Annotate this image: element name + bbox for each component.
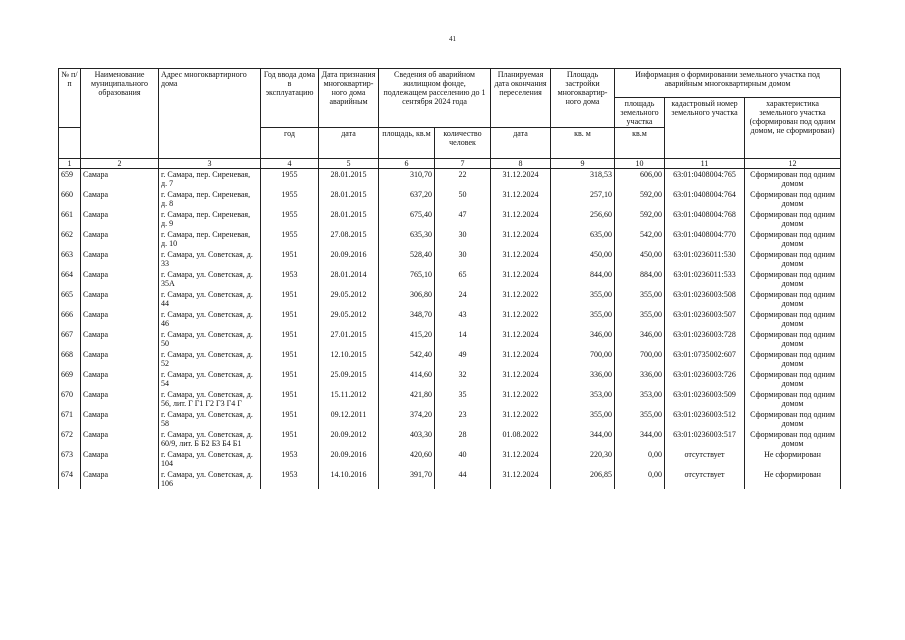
row-land-area: 353,00 bbox=[615, 389, 665, 409]
row-municipality: Самара bbox=[81, 309, 159, 329]
row-municipality: Самара bbox=[81, 249, 159, 269]
header-cadastral: кадастровый номер земельного участка bbox=[665, 98, 745, 159]
row-num: 666 bbox=[59, 309, 81, 329]
table-row bbox=[59, 189, 841, 209]
row-date-emergency: 28.01.2014 bbox=[319, 269, 379, 289]
row-planned-date: 31.12.2024 bbox=[491, 169, 551, 190]
row-land-char: Не сформирован bbox=[745, 449, 841, 469]
row-people: 47 bbox=[435, 209, 491, 229]
row-num: 669 bbox=[59, 369, 81, 389]
row-planned-date: 31.12.2024 bbox=[491, 369, 551, 389]
header-municipality: Наименование муниципального образования bbox=[81, 69, 159, 159]
row-year: 1951 bbox=[261, 349, 319, 369]
row-date-emergency: 29.05.2012 bbox=[319, 289, 379, 309]
row-num: 659 bbox=[59, 169, 81, 190]
row-address: г. Самара, пер. Сиреневая, д. 8 bbox=[159, 189, 261, 209]
row-planned-date: 31.12.2024 bbox=[491, 189, 551, 209]
row-built-area: 844,00 bbox=[551, 269, 615, 289]
row-land-char: Сформирован под одним домом bbox=[745, 329, 841, 349]
row-address: г. Самара, пер. Сиреневая, д. 10 bbox=[159, 229, 261, 249]
colnum: 10 bbox=[615, 159, 665, 169]
row-people: 24 bbox=[435, 289, 491, 309]
row-cadastral: 63:01:0408004:765 bbox=[665, 169, 745, 190]
row-area: 421,80 bbox=[379, 389, 435, 409]
row-address: г. Самара, ул. Советская, д. 58 bbox=[159, 409, 261, 429]
row-year: 1951 bbox=[261, 309, 319, 329]
emergency-housing-table bbox=[58, 68, 841, 489]
row-year: 1953 bbox=[261, 469, 319, 489]
row-planned-date: 31.12.2022 bbox=[491, 289, 551, 309]
row-address: г. Самара, ул. Советская, д. 35А bbox=[159, 269, 261, 289]
table-row bbox=[59, 429, 841, 449]
row-people: 40 bbox=[435, 449, 491, 469]
row-land-char: Сформирован под одним домом bbox=[745, 349, 841, 369]
row-people: 50 bbox=[435, 189, 491, 209]
row-built-area: 318,53 bbox=[551, 169, 615, 190]
row-num: 670 bbox=[59, 389, 81, 409]
header-date-emergency: Дата признания многоквартир-ного дома аварийным bbox=[319, 69, 379, 128]
row-built-area: 344,00 bbox=[551, 429, 615, 449]
header-planned-date: Планируемая дата окончания переселения bbox=[491, 69, 551, 128]
row-people: 44 bbox=[435, 469, 491, 489]
row-date-emergency: 28.01.2015 bbox=[319, 189, 379, 209]
row-date-emergency: 28.01.2015 bbox=[319, 169, 379, 190]
row-land-area: 884,00 bbox=[615, 269, 665, 289]
table-row bbox=[59, 269, 841, 289]
header-land-char: характеристика земельного участка (сформирован под одним домом, не сформирован) bbox=[745, 98, 841, 159]
row-num: 672 bbox=[59, 429, 81, 449]
row-people: 43 bbox=[435, 309, 491, 329]
row-land-char: Не сформирован bbox=[745, 469, 841, 489]
colnum: 7 bbox=[435, 159, 491, 169]
row-address: г. Самара, ул. Советская, д. 50 bbox=[159, 329, 261, 349]
colnum: 8 bbox=[491, 159, 551, 169]
row-built-area: 336,00 bbox=[551, 369, 615, 389]
row-municipality: Самара bbox=[81, 209, 159, 229]
row-built-area: 353,00 bbox=[551, 389, 615, 409]
header-year: Год ввода дома в эксплуатацию bbox=[261, 69, 319, 128]
row-planned-date: 31.12.2022 bbox=[491, 389, 551, 409]
row-address: г. Самара, ул. Советская, д. 104 bbox=[159, 449, 261, 469]
row-planned-date: 31.12.2024 bbox=[491, 249, 551, 269]
row-built-area: 450,00 bbox=[551, 249, 615, 269]
row-num: 674 bbox=[59, 469, 81, 489]
row-municipality: Самара bbox=[81, 289, 159, 309]
row-cadastral: 63:01:0236003:517 bbox=[665, 429, 745, 449]
table-row bbox=[59, 249, 841, 269]
table-row bbox=[59, 309, 841, 329]
row-date-emergency: 14.10.2016 bbox=[319, 469, 379, 489]
unit-date: дата bbox=[319, 128, 379, 159]
row-planned-date: 31.12.2024 bbox=[491, 329, 551, 349]
row-address: г. Самара, ул. Советская, д. 106 bbox=[159, 469, 261, 489]
row-planned-date: 31.12.2024 bbox=[491, 469, 551, 489]
row-land-area: 0,00 bbox=[615, 469, 665, 489]
row-year: 1951 bbox=[261, 389, 319, 409]
row-land-area: 592,00 bbox=[615, 209, 665, 229]
row-cadastral: 63:01:0236011:530 bbox=[665, 249, 745, 269]
row-built-area: 346,00 bbox=[551, 329, 615, 349]
row-municipality: Самара bbox=[81, 169, 159, 190]
row-year: 1955 bbox=[261, 209, 319, 229]
row-people: 28 bbox=[435, 429, 491, 449]
row-area: 348,70 bbox=[379, 309, 435, 329]
colnum: 4 bbox=[261, 159, 319, 169]
row-area: 403,30 bbox=[379, 429, 435, 449]
row-municipality: Самара bbox=[81, 449, 159, 469]
unit-built-area: кв. м bbox=[551, 128, 615, 159]
colnum: 2 bbox=[81, 159, 159, 169]
unit-land-area: кв.м bbox=[615, 128, 665, 159]
table-row bbox=[59, 229, 841, 249]
row-municipality: Самара bbox=[81, 409, 159, 429]
table-row bbox=[59, 289, 841, 309]
unit-people: количество человек bbox=[435, 128, 491, 159]
row-built-area: 256,60 bbox=[551, 209, 615, 229]
row-address: г. Самара, пер. Сиреневая, д. 9 bbox=[159, 209, 261, 229]
row-cadastral: 63:01:0236003:726 bbox=[665, 369, 745, 389]
row-address: г. Самара, ул. Советская, д. 46 bbox=[159, 309, 261, 329]
colnum: 11 bbox=[665, 159, 745, 169]
row-year: 1953 bbox=[261, 269, 319, 289]
row-year: 1953 bbox=[261, 449, 319, 469]
row-land-char: Сформирован под одним домом bbox=[745, 249, 841, 269]
row-date-emergency: 20.09.2016 bbox=[319, 449, 379, 469]
row-area: 306,80 bbox=[379, 289, 435, 309]
row-num: 661 bbox=[59, 209, 81, 229]
row-num: 673 bbox=[59, 449, 81, 469]
row-num: 667 bbox=[59, 329, 81, 349]
header-address: Адрес многоквартирного дома bbox=[159, 69, 261, 159]
row-cadastral: 63:01:0408004:768 bbox=[665, 209, 745, 229]
row-cadastral: 63:01:0408004:764 bbox=[665, 189, 745, 209]
row-num: 668 bbox=[59, 349, 81, 369]
row-planned-date: 31.12.2024 bbox=[491, 269, 551, 289]
unit-area: площадь, кв.м bbox=[379, 128, 435, 159]
row-area: 310,70 bbox=[379, 169, 435, 190]
row-date-emergency: 20.09.2016 bbox=[319, 249, 379, 269]
row-num: 671 bbox=[59, 409, 81, 429]
row-area: 391,70 bbox=[379, 469, 435, 489]
row-land-area: 336,00 bbox=[615, 369, 665, 389]
row-people: 35 bbox=[435, 389, 491, 409]
row-cadastral: 63:01:0408004:770 bbox=[665, 229, 745, 249]
colnum: 1 bbox=[59, 159, 81, 169]
row-land-area: 606,00 bbox=[615, 169, 665, 190]
row-land-area: 344,00 bbox=[615, 429, 665, 449]
row-date-emergency: 12.10.2015 bbox=[319, 349, 379, 369]
row-address: г. Самара, ул. Советская, д. 33 bbox=[159, 249, 261, 269]
row-land-area: 355,00 bbox=[615, 289, 665, 309]
row-cadastral: отсутствует bbox=[665, 449, 745, 469]
header-built-area: Площадь застройки многоквартир-ного дома bbox=[551, 69, 615, 128]
row-built-area: 220,30 bbox=[551, 449, 615, 469]
table-row bbox=[59, 209, 841, 229]
row-date-emergency: 28.01.2015 bbox=[319, 209, 379, 229]
row-area: 635,30 bbox=[379, 229, 435, 249]
row-address: г. Самара, ул. Советская, д. 44 bbox=[159, 289, 261, 309]
header-land-area: площадь земельного участка bbox=[615, 98, 665, 128]
row-year: 1951 bbox=[261, 369, 319, 389]
row-municipality: Самара bbox=[81, 329, 159, 349]
header-num-blank bbox=[59, 128, 81, 159]
colnum: 6 bbox=[379, 159, 435, 169]
table-row bbox=[59, 449, 841, 469]
colnum: 5 bbox=[319, 159, 379, 169]
row-num: 663 bbox=[59, 249, 81, 269]
row-area: 420,60 bbox=[379, 449, 435, 469]
row-year: 1951 bbox=[261, 249, 319, 269]
row-num: 662 bbox=[59, 229, 81, 249]
row-built-area: 355,00 bbox=[551, 309, 615, 329]
row-address: г. Самара, ул. Советская, д. 60/9, лит. Б Б2 Б3 Б4 Б1 bbox=[159, 429, 261, 449]
row-date-emergency: 15.11.2012 bbox=[319, 389, 379, 409]
row-land-area: 355,00 bbox=[615, 309, 665, 329]
row-year: 1955 bbox=[261, 169, 319, 190]
row-municipality: Самара bbox=[81, 429, 159, 449]
row-built-area: 635,00 bbox=[551, 229, 615, 249]
unit-planned: дата bbox=[491, 128, 551, 159]
row-num: 664 bbox=[59, 269, 81, 289]
row-year: 1955 bbox=[261, 189, 319, 209]
row-land-char: Сформирован под одним домом bbox=[745, 169, 841, 190]
row-land-char: Сформирован под одним домом bbox=[745, 409, 841, 429]
row-municipality: Самара bbox=[81, 349, 159, 369]
row-planned-date: 31.12.2024 bbox=[491, 209, 551, 229]
row-year: 1951 bbox=[261, 409, 319, 429]
row-address: г. Самара, ул. Советская, д. 54 bbox=[159, 369, 261, 389]
row-municipality: Самара bbox=[81, 469, 159, 489]
row-address: г. Самара, ул. Советская, д. 52 bbox=[159, 349, 261, 369]
row-year: 1951 bbox=[261, 329, 319, 349]
row-area: 765,10 bbox=[379, 269, 435, 289]
header-num: № п/п bbox=[59, 69, 81, 128]
row-people: 30 bbox=[435, 249, 491, 269]
row-area: 374,20 bbox=[379, 409, 435, 429]
row-area: 415,20 bbox=[379, 329, 435, 349]
row-land-area: 346,00 bbox=[615, 329, 665, 349]
table-row bbox=[59, 169, 841, 190]
row-date-emergency: 25.09.2015 bbox=[319, 369, 379, 389]
row-num: 665 bbox=[59, 289, 81, 309]
row-area: 542,40 bbox=[379, 349, 435, 369]
colnum: 9 bbox=[551, 159, 615, 169]
row-planned-date: 31.12.2022 bbox=[491, 309, 551, 329]
row-planned-date: 31.12.2024 bbox=[491, 449, 551, 469]
row-land-char: Сформирован под одним домом bbox=[745, 309, 841, 329]
row-planned-date: 31.12.2022 bbox=[491, 409, 551, 429]
row-year: 1951 bbox=[261, 429, 319, 449]
row-cadastral: 63:01:0735002:607 bbox=[665, 349, 745, 369]
row-people: 30 bbox=[435, 229, 491, 249]
row-people: 14 bbox=[435, 329, 491, 349]
row-area: 675,40 bbox=[379, 209, 435, 229]
table-row bbox=[59, 349, 841, 369]
row-num: 660 bbox=[59, 189, 81, 209]
row-cadastral: отсутствует bbox=[665, 469, 745, 489]
row-land-char: Сформирован под одним домом bbox=[745, 229, 841, 249]
row-land-char: Сформирован под одним домом bbox=[745, 429, 841, 449]
row-area: 414,60 bbox=[379, 369, 435, 389]
unit-year: год bbox=[261, 128, 319, 159]
row-year: 1955 bbox=[261, 229, 319, 249]
row-land-char: Сформирован под одним домом bbox=[745, 289, 841, 309]
row-municipality: Самара bbox=[81, 269, 159, 289]
row-planned-date: 31.12.2024 bbox=[491, 349, 551, 369]
row-people: 23 bbox=[435, 409, 491, 429]
row-address: г. Самара, ул. Советская, д. 56, лит. Г Г1 Г2 Г3 Г4 Г bbox=[159, 389, 261, 409]
row-people: 32 bbox=[435, 369, 491, 389]
table-row bbox=[59, 369, 841, 389]
row-address: г. Самара, пер. Сиреневая, д. 7 bbox=[159, 169, 261, 190]
row-municipality: Самара bbox=[81, 229, 159, 249]
table-row bbox=[59, 329, 841, 349]
page-number: 41 bbox=[449, 35, 456, 43]
row-date-emergency: 20.09.2012 bbox=[319, 429, 379, 449]
header-emergency-fund: Сведения об аварийном жилищном фонде, подлежащем расселению до 1 сентября 2024 года bbox=[379, 69, 491, 128]
row-cadastral: 63:01:0236003:507 bbox=[665, 309, 745, 329]
row-cadastral: 63:01:0236003:508 bbox=[665, 289, 745, 309]
colnum: 3 bbox=[159, 159, 261, 169]
row-area: 637,20 bbox=[379, 189, 435, 209]
row-area: 528,40 bbox=[379, 249, 435, 269]
row-date-emergency: 09.12.2011 bbox=[319, 409, 379, 429]
row-planned-date: 31.12.2024 bbox=[491, 229, 551, 249]
row-municipality: Самара bbox=[81, 189, 159, 209]
row-land-char: Сформирован под одним домом bbox=[745, 369, 841, 389]
row-cadastral: 63:01:0236003:512 bbox=[665, 409, 745, 429]
row-cadastral: 63:01:0236003:728 bbox=[665, 329, 745, 349]
table-row bbox=[59, 409, 841, 429]
row-date-emergency: 27.01.2015 bbox=[319, 329, 379, 349]
row-built-area: 206,85 bbox=[551, 469, 615, 489]
row-cadastral: 63:01:0236003:509 bbox=[665, 389, 745, 409]
table-row bbox=[59, 469, 841, 489]
row-date-emergency: 27.08.2015 bbox=[319, 229, 379, 249]
row-land-char: Сформирован под одним домом bbox=[745, 189, 841, 209]
row-built-area: 257,10 bbox=[551, 189, 615, 209]
row-people: 65 bbox=[435, 269, 491, 289]
row-land-area: 542,00 bbox=[615, 229, 665, 249]
row-land-char: Сформирован под одним домом bbox=[745, 269, 841, 289]
row-land-char: Сформирован под одним домом bbox=[745, 389, 841, 409]
row-land-area: 355,00 bbox=[615, 409, 665, 429]
row-date-emergency: 29.05.2012 bbox=[319, 309, 379, 329]
row-land-char: Сформирован под одним домом bbox=[745, 209, 841, 229]
row-land-area: 700,00 bbox=[615, 349, 665, 369]
header-land-info: Информация о формировании земельного участка под аварийным многоквартирным домом bbox=[615, 69, 841, 98]
row-cadastral: 63:01:0236011:533 bbox=[665, 269, 745, 289]
row-planned-date: 01.08.2022 bbox=[491, 429, 551, 449]
row-municipality: Самара bbox=[81, 389, 159, 409]
colnum: 12 bbox=[745, 159, 841, 169]
row-land-area: 592,00 bbox=[615, 189, 665, 209]
row-people: 22 bbox=[435, 169, 491, 190]
table-row bbox=[59, 389, 841, 409]
row-land-area: 450,00 bbox=[615, 249, 665, 269]
row-land-area: 0,00 bbox=[615, 449, 665, 469]
row-built-area: 700,00 bbox=[551, 349, 615, 369]
row-people: 49 bbox=[435, 349, 491, 369]
row-year: 1951 bbox=[261, 289, 319, 309]
row-built-area: 355,00 bbox=[551, 289, 615, 309]
row-municipality: Самара bbox=[81, 369, 159, 389]
row-built-area: 355,00 bbox=[551, 409, 615, 429]
